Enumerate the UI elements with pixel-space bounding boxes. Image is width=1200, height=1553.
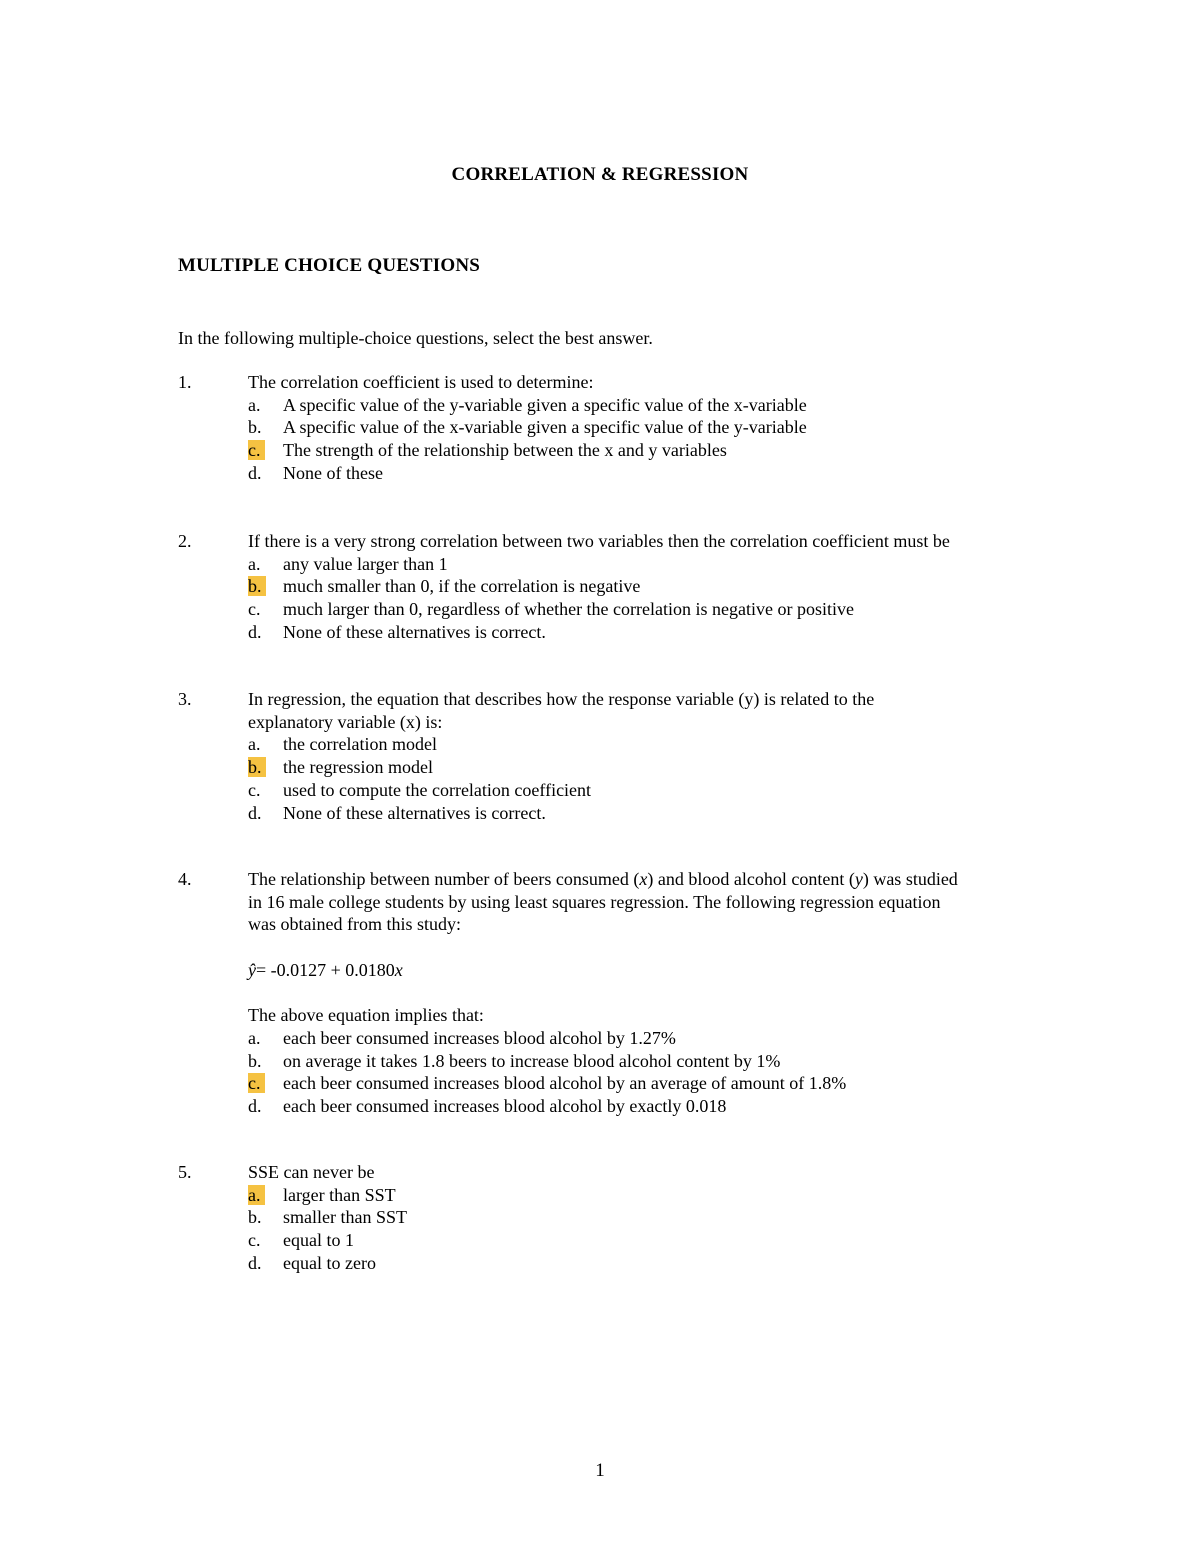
option-letter-highlighted: b. [248,757,266,777]
option-text: any value larger than 1 [283,553,448,574]
option-text: equal to 1 [283,1230,354,1251]
option-d[interactable] [248,1095,1058,1118]
option-text: each beer consumed increases blood alcohol by exactly 0.018 [283,1096,727,1116]
option-a[interactable] [248,553,1058,576]
option-letter: d. [248,621,262,642]
option-d[interactable] [248,462,1058,485]
regression-equation [248,959,1058,982]
section-heading: MULTIPLE CHOICE QUESTIONS [178,255,481,276]
option-letter: c. [248,779,261,800]
question-3 [178,688,1058,824]
question-number: 2. [178,531,192,551]
option-letter: a. [248,553,261,574]
option-letter: c. [248,1230,261,1251]
option-letter-highlighted: c. [248,1073,265,1093]
option-text: A specific value of the y-variable given a specific value of the x-variable [283,394,807,415]
option-d[interactable] [248,621,1058,644]
option-text: None of these alternatives is correct. [283,621,546,642]
stem-text: ) and blood alcohol content ( [647,869,855,889]
option-c[interactable] [248,439,1058,462]
option-text: used to compute the correlation coefficient [283,779,592,800]
question-4 [178,868,1058,1118]
question-1 [178,371,1058,485]
option-letter-highlighted: c. [248,440,265,460]
option-text: A specific value of the x-variable given a specific value of the y-variable [283,417,807,438]
option-text: equal to zero [283,1252,376,1273]
option-text: smaller than SST [283,1207,407,1228]
question-stem: SSE can never be [248,1162,375,1182]
option-letter: c. [248,599,261,620]
option-letter: a. [248,1027,261,1048]
stem-var-y: y [854,869,863,889]
option-b[interactable] [248,1050,1058,1073]
option-text: each beer consumed increases blood alcohol by 1.27% [283,1027,676,1048]
stem-text: The relationship between number of beers consumed ( [248,869,640,889]
option-letter: d. [248,462,262,483]
question-number: 1. [178,372,192,392]
y-hat-symbol: ŷ [248,959,256,980]
option-text: The strength of the relationship between the x and y variables [283,440,727,461]
equation-body: = -0.0127 + 0.0180 [256,959,395,980]
option-text: much smaller than 0, if the correlation is negative [283,576,641,597]
option-letter: d. [248,802,262,823]
option-a[interactable] [248,394,1058,417]
option-c[interactable] [248,1072,1058,1095]
question-5 [178,1161,1058,1275]
question-number: 5. [178,1162,192,1182]
page-title: CORRELATION & REGRESSION [451,164,749,185]
question-stem-line: in 16 male college students by using least squares regression. The following regression equation [248,891,941,912]
page-number: 1 [595,1460,605,1481]
option-text: each beer consumed increases blood alcohol by an average of amount of 1.8% [283,1073,847,1094]
option-letter: d. [248,1252,262,1273]
option-a[interactable] [248,1027,1058,1050]
option-b[interactable] [248,575,1058,598]
option-text: the correlation model [283,734,437,755]
option-text: much larger than 0, regardless of whether the correlation is negative or positive [283,599,854,620]
question-stem-line: explanatory variable (x) is: [248,711,443,732]
question-lead: The above equation implies that: [248,1005,484,1026]
stem-text: ) was studied [862,869,958,889]
option-d[interactable] [248,802,1058,825]
question-stem-line: was obtained from this study: [248,914,461,935]
option-text: on average it takes 1.8 beers to increase blood alcohol content by 1% [283,1050,781,1071]
option-letter: a. [248,394,261,415]
option-b[interactable] [248,416,1058,439]
option-letter-highlighted: b. [248,576,266,596]
question-number: 4. [178,869,192,889]
question-2 [178,530,1058,644]
instructions-text: In the following multiple-choice questions, select the best answer. [178,328,653,348]
option-b[interactable] [248,756,1058,779]
option-text: larger than SST [283,1184,396,1205]
question-stem-line [248,868,1058,891]
option-text: None of these [283,462,383,483]
equation-variable: x [394,959,403,980]
option-letter: d. [248,1096,262,1116]
option-c[interactable] [248,1229,1058,1252]
option-letter: a. [248,734,261,755]
question-stem-line: In regression, the equation that describes how the response variable (y) is related to the [248,689,875,709]
option-b[interactable] [248,1206,1058,1229]
option-letter: b. [248,1207,262,1228]
option-c[interactable] [248,779,1058,802]
option-letter-highlighted: a. [248,1185,265,1205]
option-letter: b. [248,1050,262,1071]
question-stem: The correlation coefficient is used to determine: [248,372,594,392]
option-c[interactable] [248,598,1058,621]
question-number: 3. [178,689,192,709]
option-d[interactable] [248,1252,1058,1275]
option-text: None of these alternatives is correct. [283,802,546,823]
option-a[interactable] [248,733,1058,756]
stem-var-x: x [639,869,648,889]
question-stem: If there is a very strong correlation between two variables then the correlation coefficient must be [248,531,950,551]
option-a[interactable] [248,1184,1058,1207]
option-letter: b. [248,417,262,438]
option-text: the regression model [283,757,433,778]
